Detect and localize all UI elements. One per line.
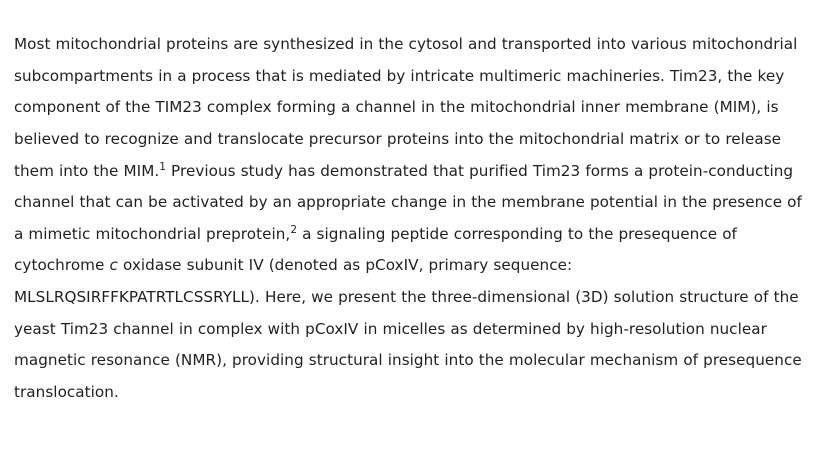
gene-name-italic: c (109, 256, 118, 275)
abstract-text-part-4: oxidase subunit IV (denoted as pCoxIV, primary sequence: MLSLRQSIRFFKPATRTLCSSRYLL). Here, we present the three-dimensional (3D) solution structure of the yeast Tim23 channel in complex with pCoxIV in micelles as determined by high-resolution nuclear magnetic resonance (NMR), providing structural insight into the molecular mechanism of presequence translocation. (14, 256, 802, 401)
abstract-paragraph (14, 29, 806, 408)
abstract-text-part-1: Most mitochondrial proteins are synthesized in the cytosol and transported into various mitochondrial subcompartments in a process that is mediated by intricate multimeric machineries. Tim23, the key component of the TIM23 complex forming a channel in the mitochondrial inner membrane (MIM), is believed to recognize and translocate precursor proteins into the mitochondrial matrix or to release them into the MIM. (14, 35, 798, 180)
citation-reference-2[interactable]: 2 (290, 223, 298, 236)
abstract-text-part-3: a signaling peptide corresponding to the presequence of cytochrome (14, 224, 737, 275)
citation-reference-1[interactable]: 1 (159, 160, 166, 173)
abstract-text-part-2: Previous study has demonstrated that purified Tim23 forms a protein-conducting channel that can be activated by an appropriate change in the membrane potential in the presence of a mimetic mitochondrial preprotein, (14, 161, 802, 243)
